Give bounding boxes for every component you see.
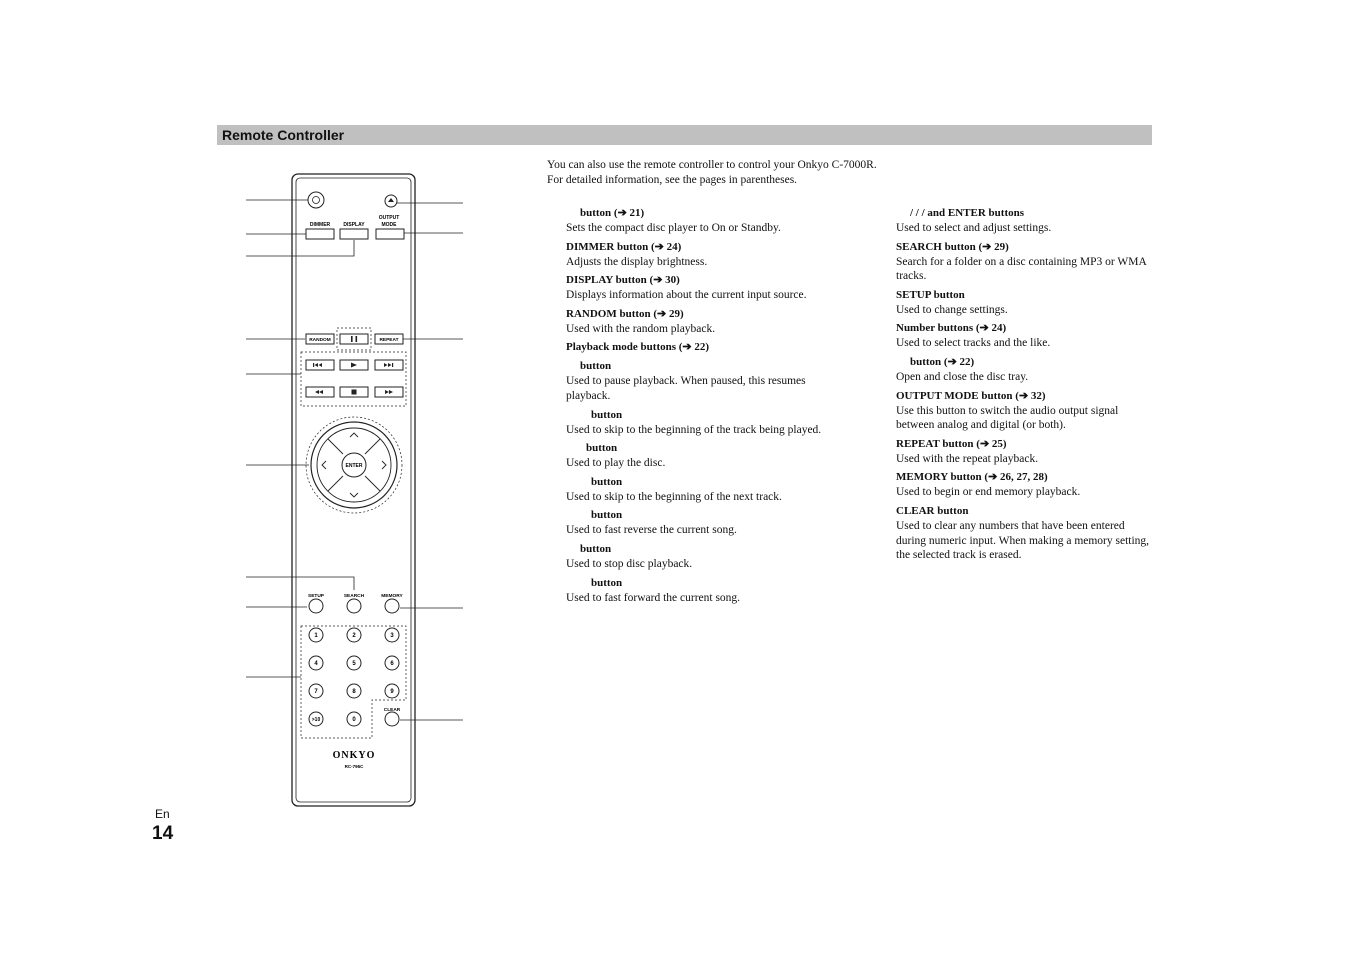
dimmer-button	[306, 229, 334, 239]
display-button	[340, 229, 368, 239]
item-description: Used to select and adjust settings.	[896, 222, 1052, 234]
remote-label: 0	[352, 717, 356, 723]
enter-label: ENTER	[345, 463, 363, 469]
remote-label: 8	[352, 689, 356, 695]
col1-item	[566, 307, 836, 337]
column-right	[896, 206, 1156, 567]
remote-label: 6	[390, 661, 394, 667]
item-description: Sets the compact disc player to On or Standby.	[566, 222, 781, 234]
item-heading: button	[591, 408, 623, 421]
remote-label: 3	[390, 633, 394, 639]
item-heading: DISPLAY button (➔ 30)	[566, 274, 680, 287]
col2-item	[896, 355, 1156, 385]
pause-button	[340, 334, 368, 344]
remote-label: 7	[314, 689, 318, 695]
item-description: Adjusts the display brightness.	[566, 255, 708, 268]
remote-label: 9	[390, 689, 394, 695]
item-description: Open and close the disc tray.	[896, 370, 1029, 383]
col1-item	[566, 441, 836, 471]
display-label: DISPLAY	[343, 222, 365, 228]
memory-button	[385, 599, 399, 613]
item-heading: SETUP button	[896, 288, 965, 301]
item-description: Use this button to switch the audio output signal between analog and digital (or both).	[896, 404, 1119, 432]
item-description: Used to stop disc playback.	[566, 557, 693, 570]
item-heading: / / / and ENTER buttons	[910, 207, 1025, 219]
item-heading: Number buttons (➔ 24)	[896, 322, 1007, 335]
col2-item	[896, 437, 1156, 467]
remote-controller-illustration	[240, 168, 470, 813]
intro-line-2: For detailed information, see the pages in parentheses.	[547, 174, 798, 186]
mode-label: MODE	[381, 222, 397, 228]
remote-label: >10	[311, 717, 321, 723]
col2-item	[896, 206, 1156, 236]
item-heading: REPEAT button (➔ 25)	[896, 437, 1007, 450]
item-description: Search for a folder on a disc containing MP3 or WMA tracks.	[896, 255, 1147, 283]
memory-label: MEMORY	[381, 594, 403, 599]
col1-item	[566, 206, 836, 236]
item-heading: button	[586, 442, 618, 455]
output-label: OUTPUT	[378, 215, 400, 221]
item-description: Displays information about the current input source.	[566, 289, 807, 302]
stop-icon	[352, 390, 357, 395]
col1-item	[566, 508, 836, 538]
item-heading: button	[580, 542, 612, 555]
item-description: Used to change settings.	[896, 303, 1008, 316]
remote-label: 4	[314, 661, 318, 667]
col1-item	[566, 475, 836, 505]
random-label: RANDOM	[309, 338, 331, 343]
col1-item	[566, 408, 836, 438]
item-description: Used to skip to the beginning of the next track.	[566, 490, 782, 503]
item-description: Used to play the disc.	[566, 457, 666, 470]
col2-item	[896, 240, 1156, 284]
col1-item	[566, 240, 836, 270]
col2-item	[896, 321, 1156, 351]
item-description: Used to clear any numbers that have been entered during numeric input. When making a memory setting, the selected track is erased.	[896, 519, 1150, 562]
col2-item	[896, 504, 1156, 563]
footer-language: En	[155, 807, 170, 821]
search-button	[347, 599, 361, 613]
remote-label: 2	[352, 633, 356, 639]
item-heading: RANDOM button (➔ 29)	[566, 307, 684, 320]
pause-icon	[351, 336, 353, 342]
repeat-label: REPEAT	[379, 338, 399, 343]
item-heading: MEMORY button (➔ 26, 27, 28)	[896, 471, 1048, 484]
item-heading: button	[591, 576, 623, 589]
page-number: 14	[152, 823, 174, 844]
item-heading: button	[580, 360, 612, 373]
output-mode-button	[376, 229, 404, 239]
intro-text	[547, 158, 877, 188]
item-heading: DIMMER button (➔ 24)	[566, 240, 682, 253]
item-heading: button (➔ 22)	[910, 355, 975, 368]
search-label: SEARCH	[343, 594, 365, 599]
col1-item	[566, 273, 836, 303]
item-heading: Playback mode buttons (➔ 22)	[566, 341, 710, 354]
setup-button	[309, 599, 323, 613]
item-heading: OUTPUT MODE button (➔ 32)	[896, 389, 1046, 402]
remote-label: 1	[314, 633, 318, 639]
brand-logo: ONKYO	[332, 750, 376, 761]
col1-item	[566, 359, 836, 403]
item-heading: SEARCH button (➔ 29)	[896, 240, 1009, 253]
setup-label: SETUP	[308, 594, 324, 599]
item-description: Used with the repeat playback.	[896, 452, 1039, 465]
section-title: Remote Controller	[222, 127, 345, 143]
col1-item	[566, 340, 836, 355]
col1-item	[566, 576, 836, 606]
col2-item	[896, 470, 1156, 500]
power-button	[308, 192, 324, 208]
item-heading: button (➔ 21)	[580, 207, 645, 219]
item-description: Used to skip to the beginning of the track being played.	[566, 423, 822, 436]
item-heading: button	[591, 509, 623, 522]
intro-line-1: You can also use the remote controller to control your Onkyo C-7000R.	[547, 159, 877, 171]
item-heading: CLEAR button	[896, 504, 969, 517]
col2-item	[896, 389, 1156, 433]
clear-label: CLEAR	[383, 708, 401, 713]
model-label: RC-796C	[344, 764, 364, 769]
remote-label: 5	[352, 661, 356, 667]
item-description: Used to select tracks and the like.	[896, 337, 1051, 350]
section-header-bar	[217, 125, 1152, 145]
item-description: Used with the random playback.	[566, 322, 716, 335]
item-heading: button	[591, 475, 623, 488]
item-description: Used to fast forward the current song.	[566, 591, 741, 604]
dimmer-label: DIMMER	[309, 222, 331, 228]
col1-item	[566, 542, 836, 572]
item-description: Used to pause playback. When paused, this resumes playback.	[566, 375, 806, 402]
clear-button	[385, 712, 399, 726]
item-description: Used to begin or end memory playback.	[896, 486, 1081, 499]
item-description: Used to fast reverse the current song.	[566, 524, 737, 537]
column-left	[566, 206, 836, 609]
col2-item	[896, 288, 1156, 318]
